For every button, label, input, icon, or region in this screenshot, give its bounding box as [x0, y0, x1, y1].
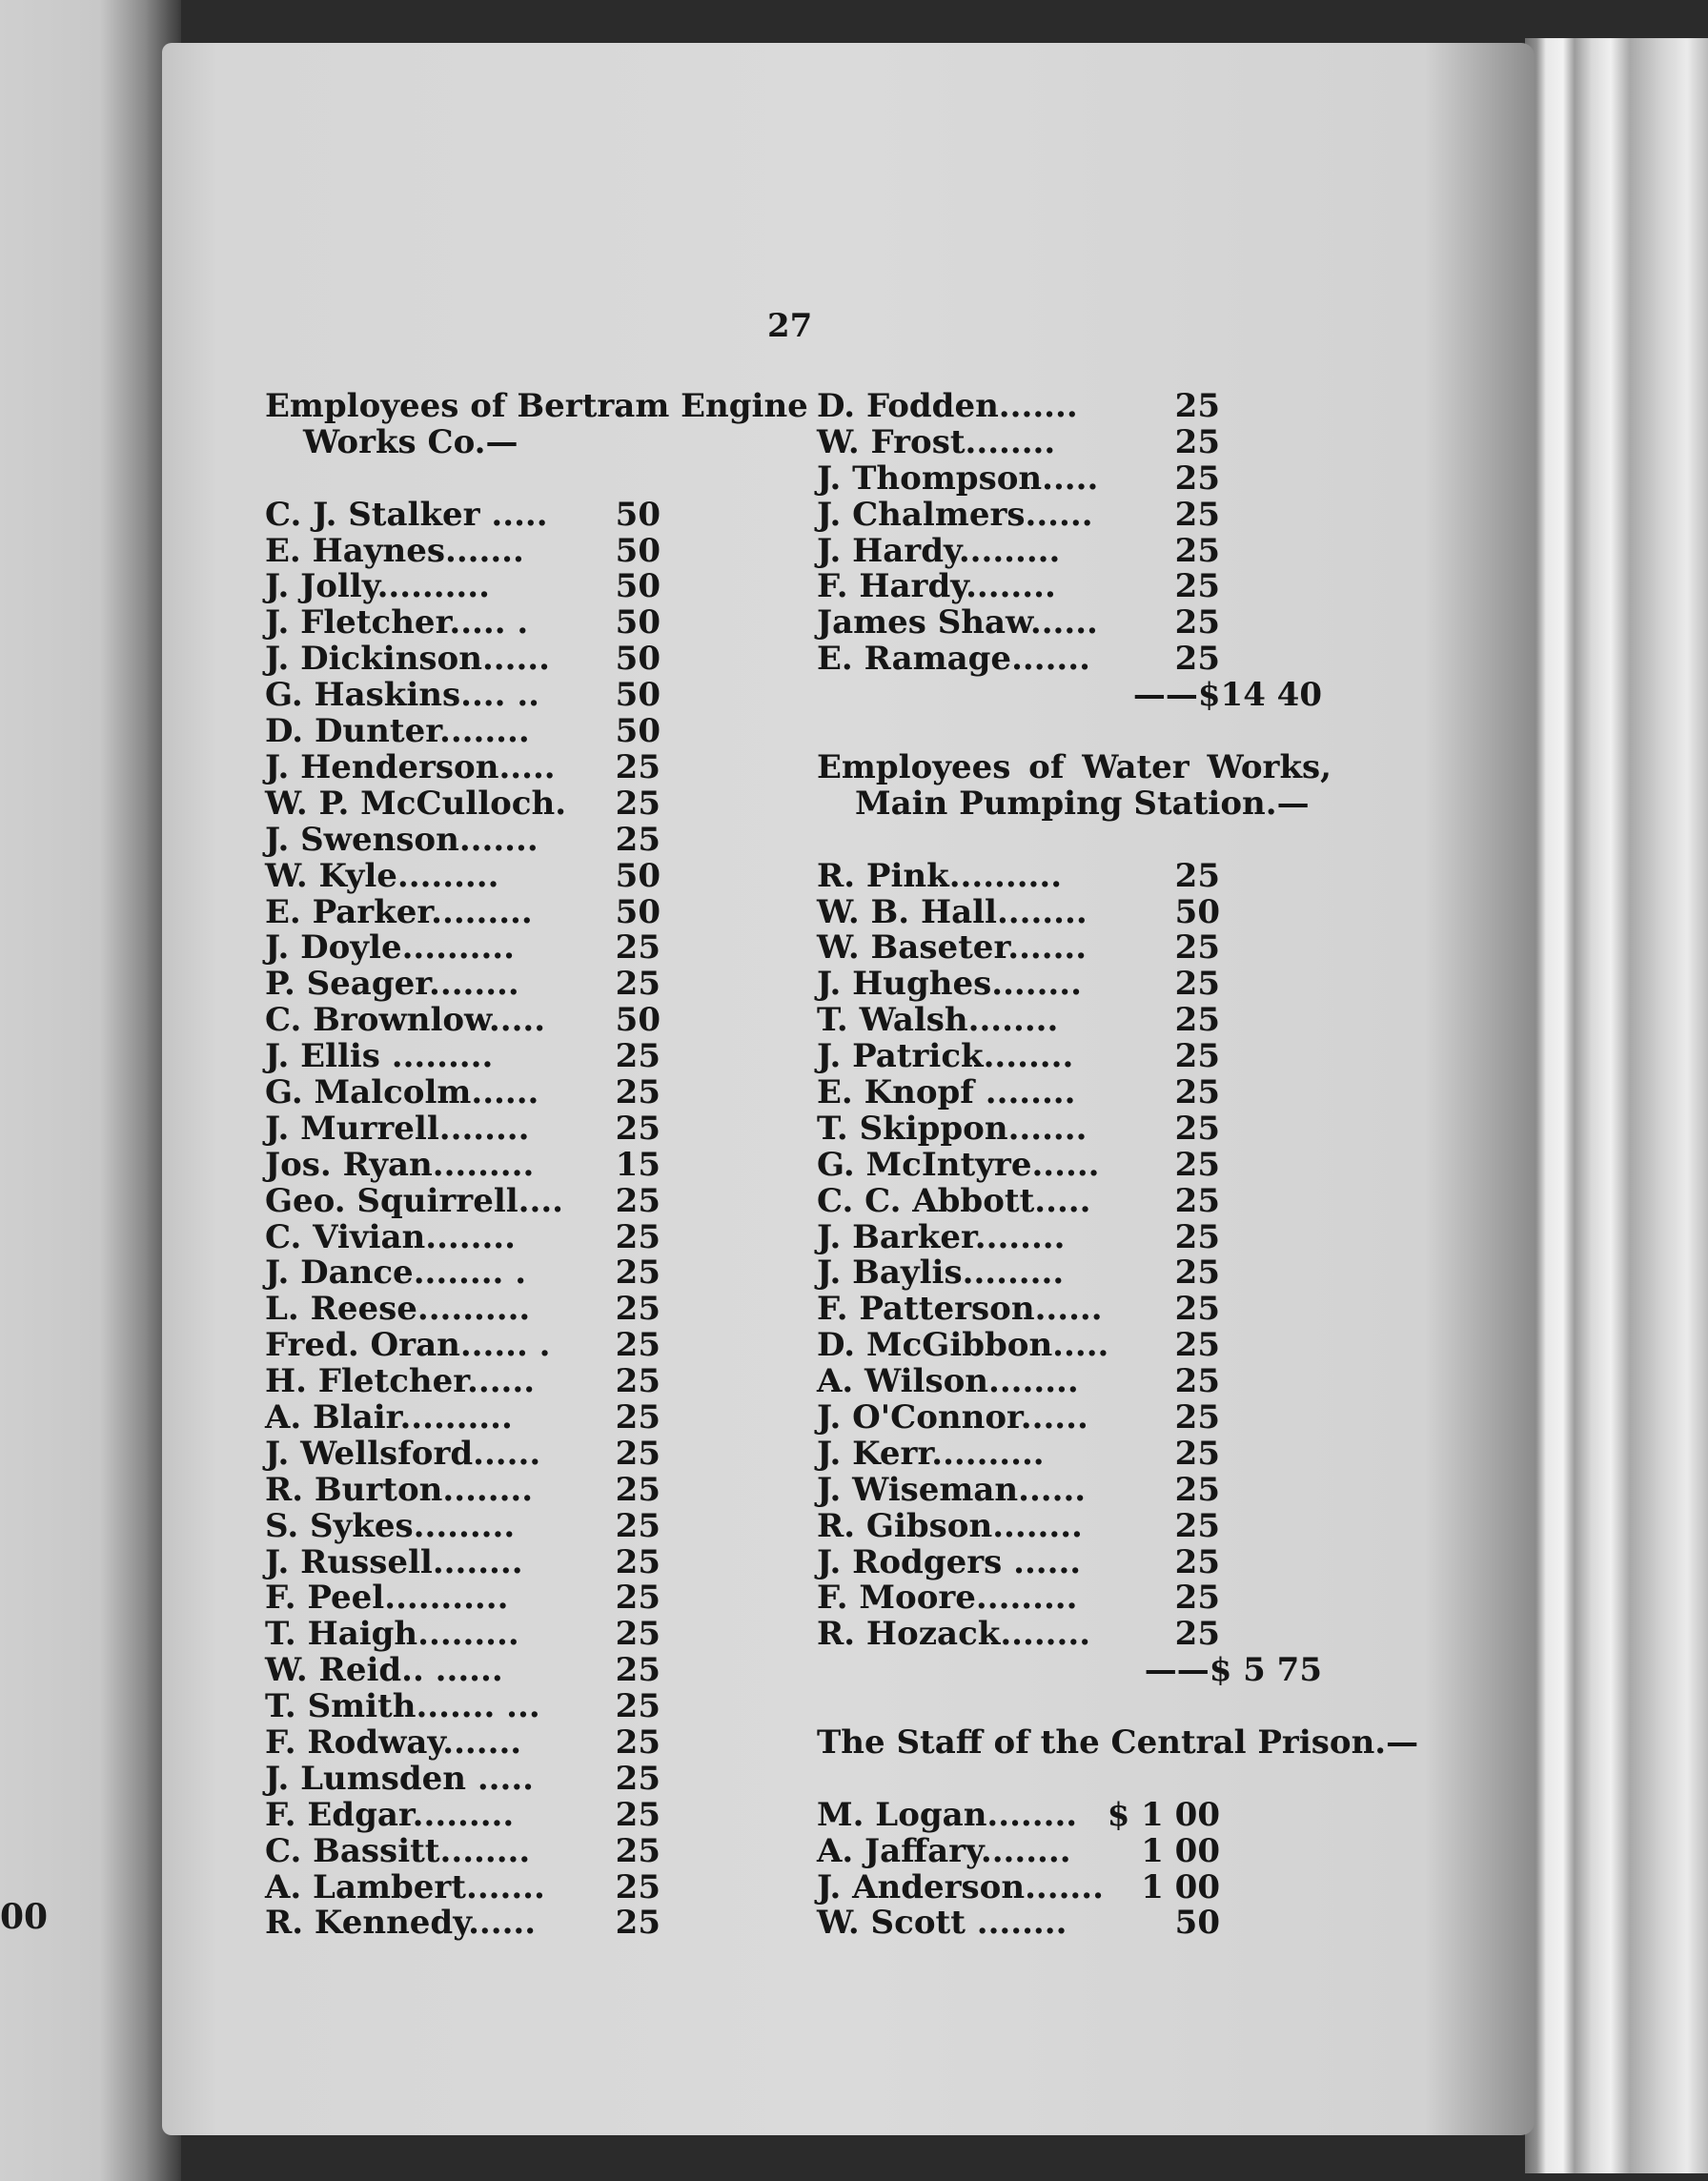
water-works-heading-line2: Main Pumping Station.—: [855, 784, 1310, 823]
entry-name: J. Thompson.....: [817, 459, 1099, 498]
entry-name: T. Walsh........: [817, 1001, 1059, 1040]
bertram-entry-row: [265, 1217, 780, 1256]
bertram-entry-row: [265, 1434, 780, 1473]
bertram-entry-row: [265, 1617, 780, 1653]
bertram-entry-row: [265, 1867, 780, 1906]
entry-name: G. Haskins.... ..: [265, 676, 539, 715]
entry-amount: 25: [1174, 1037, 1220, 1076]
entry-name: R. Hozack........: [817, 1615, 1091, 1654]
water-works-entry-row: [817, 1506, 1332, 1545]
water-works-entry-row: [817, 1111, 1332, 1148]
entry-amount: 25: [1174, 1254, 1220, 1293]
water-works-entry-row: [817, 892, 1332, 931]
entry-name: J. Kerr..........: [817, 1434, 1045, 1473]
bertram-entry-row: [265, 1292, 780, 1328]
entry-name: W. Scott ........: [817, 1904, 1068, 1943]
entry-amount: 25: [1174, 1290, 1220, 1329]
entry-amount: 25: [615, 928, 661, 968]
water-works-total: ——$ 5 75: [1144, 1651, 1322, 1690]
bertram-entry-row: [265, 642, 780, 678]
entry-name: T. Skippon.......: [817, 1109, 1088, 1148]
entry-name: C. Bassitt........: [265, 1831, 531, 1870]
bertram-continued-row: [817, 569, 1332, 605]
bertram-entry-row: [265, 1653, 780, 1689]
entry-amount: 25: [615, 1290, 661, 1329]
bertram-continued-list: [817, 389, 1332, 678]
entry-amount: 25: [1174, 1362, 1220, 1401]
entry-name: J. Ellis .........: [265, 1037, 494, 1076]
left-column: [265, 387, 808, 1943]
entry-amount: 25: [615, 1181, 661, 1220]
entry-name: J. Chalmers......: [817, 495, 1093, 534]
entry-amount: 1 00: [1141, 1831, 1220, 1870]
entry-name: J. Hughes........: [817, 965, 1082, 1004]
entry-name: F. Hardy........: [817, 567, 1056, 606]
entry-name: C. J. Stalker .....: [265, 495, 548, 534]
water-works-entry-row: [817, 1470, 1332, 1509]
central-prison-entry-row: [817, 1831, 1332, 1870]
central-prison-entry-row: [817, 1795, 1332, 1834]
bertram-entry-row: [265, 1470, 780, 1509]
entry-name: R. Pink..........: [817, 856, 1063, 895]
entry-name: R. Gibson........: [817, 1506, 1083, 1545]
entry-name: J. Jolly..........: [265, 567, 490, 606]
entry-amount: 25: [1174, 567, 1220, 606]
right-column: [817, 387, 1419, 1943]
entry-name: A. Blair..........: [265, 1397, 513, 1437]
bertram-total-row: [817, 678, 1332, 714]
entry-name: D. Fodden.......: [817, 387, 1078, 425]
entry-name: A. Jaffary........: [817, 1831, 1071, 1870]
bertram-entry-row: [265, 856, 780, 895]
entry-name: G. Malcolm......: [265, 1072, 539, 1111]
central-prison-entry-list: [817, 1795, 1332, 1943]
entry-name: Fred. Oran...... .: [265, 1326, 551, 1365]
bertram-entry-row: [265, 531, 780, 570]
bertram-heading-line2: Works Co.—: [303, 422, 518, 461]
entry-amount: 25: [615, 1217, 661, 1256]
spacer: [817, 714, 1332, 750]
entry-amount: 25: [1174, 965, 1220, 1004]
entry-amount: 25: [615, 1470, 661, 1509]
entry-name: C. C. Abbott.....: [817, 1181, 1091, 1220]
bertram-entry-row: [265, 1145, 780, 1184]
water-works-heading-line1: Employees of Water Works,: [817, 747, 1332, 786]
previous-page-edge: [0, 0, 181, 2181]
entry-amount: 25: [615, 1109, 661, 1148]
entry-name: F. Patterson......: [817, 1290, 1103, 1329]
page-edges: [1525, 38, 1708, 2173]
entry-name: J. Dickinson......: [265, 640, 550, 679]
water-works-entry-row: [817, 1397, 1332, 1437]
entry-name: J. Hardy.........: [817, 531, 1061, 570]
entry-amount: 25: [615, 1362, 661, 1401]
entry-amount: 25: [1174, 1109, 1220, 1148]
bertram-entry-row: [265, 1580, 780, 1617]
entry-amount: 25: [1174, 603, 1220, 642]
bertram-entry-row: [265, 930, 780, 967]
bertram-entry-row: [265, 1722, 780, 1762]
bertram-continued-row: [817, 495, 1332, 534]
spacer: [817, 823, 1332, 859]
entry-name: Jos. Ryan.........: [265, 1145, 535, 1184]
entry-amount: 25: [615, 1904, 661, 1943]
entry-name: P. Seager........: [265, 965, 519, 1004]
entry-name: J. Lumsden .....: [265, 1759, 535, 1798]
entry-name: D. Dunter........: [265, 712, 530, 751]
entry-name: J. Rodgers ......: [817, 1542, 1082, 1581]
entry-amount: 25: [1174, 1326, 1220, 1365]
water-works-entry-row: [817, 856, 1332, 895]
entry-name: S. Sykes.........: [265, 1506, 516, 1545]
bertram-entry-row: [265, 1364, 780, 1400]
bertram-entry-row: [265, 967, 780, 1003]
entry-amount: 25: [1174, 495, 1220, 534]
bertram-entry-row: [265, 1039, 780, 1075]
entry-amount: 1 00: [1141, 1867, 1220, 1906]
entry-amount: 50: [615, 640, 661, 679]
entry-amount: 50: [615, 856, 661, 895]
water-works-entry-row: [817, 1617, 1332, 1653]
entry-amount: 25: [615, 1867, 661, 1906]
entry-name: E. Parker.........: [265, 892, 533, 931]
entry-amount: 25: [615, 1326, 661, 1365]
entry-name: J. Dance........ .: [265, 1254, 527, 1293]
entry-amount: 50: [615, 676, 661, 715]
entry-amount: 25: [615, 1579, 661, 1618]
entry-name: C. Brownlow.....: [265, 1001, 546, 1040]
water-works-entry-row: [817, 967, 1332, 1003]
entry-amount: 25: [1174, 1397, 1220, 1437]
bertram-entry-row: [265, 605, 780, 642]
bertram-continued-row: [817, 642, 1332, 678]
entry-amount: 25: [615, 1037, 661, 1076]
bertram-continued-row: [817, 461, 1332, 498]
water-works-entry-row: [817, 1364, 1332, 1400]
entry-amount: 25: [1174, 1434, 1220, 1473]
spacer: [817, 1762, 1332, 1798]
entry-amount: 25: [615, 1722, 661, 1762]
water-works-entry-row: [817, 1039, 1332, 1075]
spacer: [817, 1689, 1332, 1725]
entry-name: James Shaw......: [817, 603, 1098, 642]
entry-amount: 25: [1174, 1217, 1220, 1256]
entry-name: E. Knopf ........: [817, 1072, 1076, 1111]
entry-amount: 25: [1174, 387, 1220, 425]
bertram-entry-row: [265, 820, 780, 859]
entry-name: R. Burton........: [265, 1470, 534, 1509]
entry-name: E. Ramage.......: [817, 640, 1090, 679]
entry-name: J. Wiseman......: [817, 1470, 1087, 1509]
entry-name: F. Rodway.......: [265, 1722, 522, 1762]
entry-name: H. Fletcher......: [265, 1362, 536, 1401]
entry-name: T. Smith....... ...: [265, 1687, 540, 1726]
water-works-entry-row: [817, 1181, 1332, 1220]
entry-name: W. Reid.. ......: [265, 1651, 503, 1690]
central-prison-entry-row: [817, 1867, 1332, 1906]
entry-name: C. Vivian........: [265, 1217, 516, 1256]
entry-amount: 50: [615, 712, 661, 751]
bertram-heading-line1: Employees of Bertram Engine: [265, 387, 808, 425]
entry-name: J. Swenson.......: [265, 820, 539, 859]
entry-name: M. Logan........: [817, 1795, 1078, 1834]
bertram-entry-row: [265, 1397, 780, 1437]
entry-amount: 25: [615, 747, 661, 786]
entry-amount: 25: [1174, 1072, 1220, 1111]
entry-name: J. Wellsford......: [265, 1434, 541, 1473]
entry-amount: 50: [1174, 892, 1220, 931]
entry-amount: 25: [1174, 1181, 1220, 1220]
entry-name: D. McGibbon.....: [817, 1326, 1109, 1365]
water-works-entry-row: [817, 930, 1332, 967]
entry-name: Geo. Squirrell....: [265, 1181, 564, 1220]
entry-name: A. Wilson........: [817, 1362, 1079, 1401]
entry-amount: 25: [1174, 1615, 1220, 1654]
entry-amount: 25: [615, 784, 661, 823]
entry-amount: 25: [1174, 640, 1220, 679]
bertram-entry-row: [265, 747, 780, 786]
entry-amount: 50: [615, 495, 661, 534]
previous-page-fragment: 00: [0, 1897, 49, 1937]
water-works-entry-row: [817, 1328, 1332, 1364]
entry-amount: 25: [615, 1615, 661, 1654]
water-works-total-row: [817, 1653, 1332, 1689]
entry-name: L. Reese..........: [265, 1290, 531, 1329]
bertram-entry-row: [265, 495, 780, 534]
bertram-entry-row: [265, 1328, 780, 1364]
bertram-continued-row: [817, 422, 1332, 461]
entry-name: J. Murrell........: [265, 1109, 530, 1148]
bertram-entry-row: [265, 1795, 780, 1834]
entry-amount: 25: [615, 1651, 661, 1690]
entry-amount: 50: [615, 531, 661, 570]
entry-name: G. McIntyre......: [817, 1145, 1100, 1184]
entry-name: J. Anderson.......: [817, 1867, 1104, 1906]
entry-amount: 25: [615, 1831, 661, 1870]
bertram-continued-row: [817, 605, 1332, 642]
entry-amount: 25: [1174, 928, 1220, 968]
entry-name: T. Haigh.........: [265, 1615, 519, 1654]
entry-amount: 50: [615, 603, 661, 642]
entry-amount: 50: [615, 1001, 661, 1040]
entry-amount: 25: [1174, 422, 1220, 461]
spacer: [265, 461, 780, 498]
entry-name: W. Baseter.......: [817, 928, 1088, 968]
entry-amount: 25: [615, 1254, 661, 1293]
bertram-entry-row: [265, 1759, 780, 1798]
bertram-entry-list: [265, 495, 780, 1943]
bertram-entry-row: [265, 1003, 780, 1039]
water-works-entry-row: [817, 1217, 1332, 1256]
water-works-entry-row: [817, 1003, 1332, 1039]
bertram-entry-row: [265, 1542, 780, 1581]
bertram-entry-row: [265, 892, 780, 931]
water-works-entry-row: [817, 1542, 1332, 1581]
bertram-entry-row: [265, 1111, 780, 1148]
entry-amount: 25: [1174, 856, 1220, 895]
water-works-entry-row: [817, 1292, 1332, 1328]
bertram-entry-row: [265, 678, 780, 714]
entry-name: E. Haynes.......: [265, 531, 524, 570]
bertram-continued-row: [817, 389, 1332, 425]
entry-name: F. Moore.........: [817, 1579, 1078, 1618]
entry-amount: 25: [615, 1506, 661, 1545]
bertram-continued-row: [817, 531, 1332, 570]
bertram-entry-row: [265, 1506, 780, 1545]
page-number: 27: [767, 307, 813, 345]
entry-name: J. Baylis.........: [817, 1254, 1065, 1293]
entry-name: A. Lambert.......: [265, 1867, 545, 1906]
entry-name: W. Kyle.........: [265, 856, 499, 895]
entry-name: W. B. Hall........: [817, 892, 1088, 931]
bertram-entry-row: [265, 1831, 780, 1870]
water-works-entry-row: [817, 1580, 1332, 1617]
bertram-entry-row: [265, 1181, 780, 1220]
entry-amount: 50: [1174, 1904, 1220, 1943]
bertram-entry-row: [265, 569, 780, 605]
entry-name: J. Russell........: [265, 1542, 523, 1581]
entry-amount: 25: [1174, 1001, 1220, 1040]
water-works-entry-row: [817, 1255, 1332, 1292]
water-works-entry-row: [817, 1145, 1332, 1184]
water-works-entry-row: [817, 1434, 1332, 1473]
entry-amount: 25: [615, 1687, 661, 1726]
bertram-entry-row: [265, 1906, 780, 1942]
bertram-entry-row: [265, 1072, 780, 1111]
entry-amount: 25: [1174, 531, 1220, 570]
water-works-entry-row: [817, 1072, 1332, 1111]
entry-name: R. Kennedy......: [265, 1904, 537, 1943]
entry-amount: 25: [1174, 459, 1220, 498]
central-prison-heading: The Staff of the Central Prison.—: [817, 1722, 1419, 1762]
bertram-entry-row: [265, 786, 780, 823]
entry-amount: 25: [615, 965, 661, 1004]
entry-amount: 25: [615, 820, 661, 859]
bertram-entry-row: [265, 1255, 780, 1292]
entry-name: J. Barker........: [817, 1217, 1066, 1256]
entry-amount: 25: [615, 1434, 661, 1473]
entry-amount: 25: [1174, 1542, 1220, 1581]
bertram-total: ——$14 40: [1132, 676, 1322, 715]
entry-name: W. Frost........: [817, 422, 1056, 461]
entry-amount: 25: [615, 1795, 661, 1834]
entry-amount: 25: [615, 1072, 661, 1111]
entry-name: J. Patrick........: [817, 1037, 1074, 1076]
entry-amount: 25: [615, 1397, 661, 1437]
entry-amount: 25: [1174, 1506, 1220, 1545]
entry-name: F. Peel...........: [265, 1579, 509, 1618]
entry-amount: 25: [1174, 1145, 1220, 1184]
entry-amount: 25: [1174, 1470, 1220, 1509]
entry-name: J. Doyle..........: [265, 928, 515, 968]
entry-amount: 25: [615, 1542, 661, 1581]
central-prison-entry-row: [817, 1906, 1332, 1942]
entry-amount: $ 1 00: [1107, 1795, 1220, 1834]
entry-amount: 50: [615, 892, 661, 931]
entry-name: J. O'Connor......: [817, 1397, 1088, 1437]
entry-amount: 15: [615, 1145, 661, 1184]
entry-name: W. P. McCulloch.: [265, 784, 567, 823]
entry-name: J. Henderson.....: [265, 747, 556, 786]
entry-amount: 25: [615, 1759, 661, 1798]
entry-amount: 25: [1174, 1579, 1220, 1618]
bertram-entry-row: [265, 714, 780, 750]
entry-name: F. Edgar.........: [265, 1795, 515, 1834]
water-works-entry-list: [817, 856, 1332, 1654]
entry-amount: 50: [615, 567, 661, 606]
entry-name: J. Fletcher..... .: [265, 603, 529, 642]
bertram-entry-row: [265, 1689, 780, 1725]
